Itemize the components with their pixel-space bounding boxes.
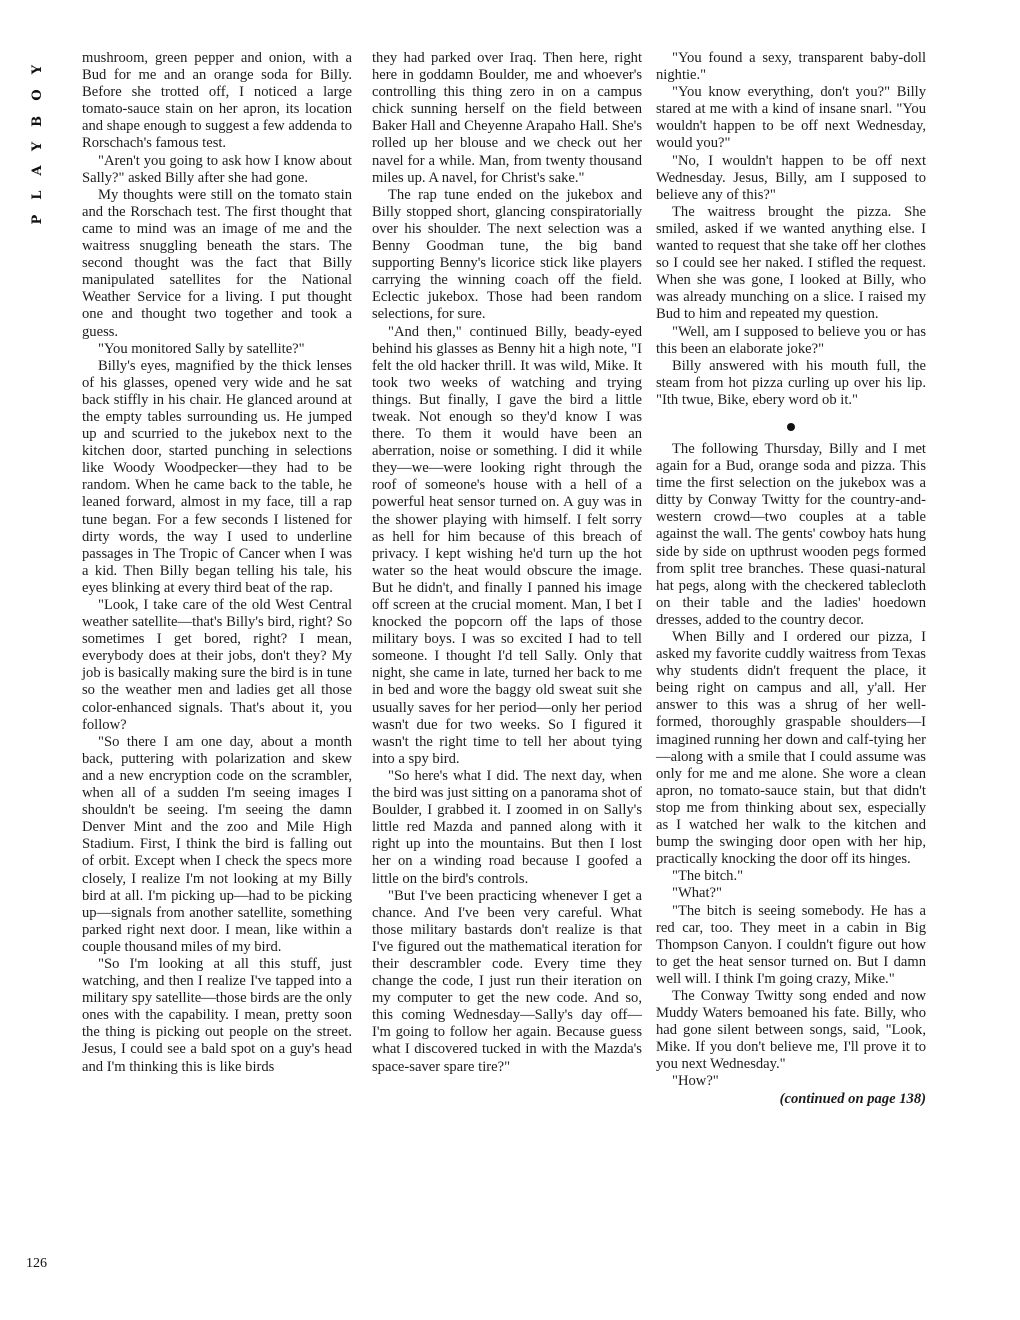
- paragraph: "No, I wouldn't happen to be off next Wednesday. Jesus, Billy, am I supposed to believe any of this?": [656, 152, 926, 203]
- paragraph: "You monitored Sally by satellite?": [98, 340, 305, 357]
- paragraph: "So here's what I did. The next day, when the bird was just sitting on a panorama shot of Boulder, I grabbed it. I zoomed in on Sally's little red Mazda and panned along with it right up into the mountains. But then I lost her on a winding road because I goofed a little on the bird's controls.: [372, 767, 642, 887]
- paragraph: "Look, I take care of the old West Central weather satellite—that's Billy's bird, right? So sometimes I get bored, right? I mean, everybody does at their jobs, don't they? My job is basically making sure the bird is in tune so the weather men and ladies get all those color-enhanced signals. That's about it, you follow?: [82, 597, 352, 733]
- paragraph: My thoughts were still on the tomato stain and the Rorschach test. The first thought that came to mind was an image of me and the waitress snuggling beneath the stars. The second thought was the fact that Billy manipulated satellites for the National Weather Service for a living. I put thought one and thought two together and took a guess.: [82, 186, 352, 340]
- paragraph: they had parked over Iraq. Then here, right here in goddamn Boulder, me and whoever's controlling this thing zero in on a campus chick sunning herself on the field between Baker Hall and Cheyenne Arapaho Hall. She's rolled up her blouse and we check out her navel for a while. Man, from twenty thousand miles up. A navel, for Christ's sake.": [372, 50, 642, 186]
- continued-note: (continued on page 138): [779, 1090, 926, 1107]
- paragraph: "Well, am I supposed to believe you or has this been an elaborate joke?": [656, 323, 926, 357]
- paragraph: "But I've been practicing whenever I get a chance. And I've been very careful. What those military bastards don't realize is that I've figured out the mathematical iteration for their descrambler code. Every time they change the code, I just run their iteration on my computer to get the new code. And so, this coming Wednesday—Sally's day off—I'm going to follow her again. Because guess what I discovered tucked in with the Mazda's space-saver spare tire?": [372, 887, 642, 1075]
- paragraph: "So I'm looking at all this stuff, just watching, and then I realize I've tapped into a military spy satellite—those birds are the only ones with the capability. I mean, pretty soon the thing is picking out people on the street. Jesus, I could see a bald spot on a guy's head and I'm thinking this is like birds: [82, 955, 352, 1075]
- paragraph: Billy answered with his mouth full, the steam from hot pizza curling up over his lip. "Ith twue, Bike, ebery word ob it.": [656, 357, 926, 408]
- column-2: [372, 50, 642, 1076]
- paragraph: "You know everything, don't you?" Billy stared at me with a kind of insane snarl. "You wouldn't happen to be off next Wednesday, would you?": [656, 84, 926, 152]
- column-3-bottom: [656, 441, 926, 1091]
- paragraph: The waitress brought the pizza. She smiled, asked if we wanted anything else. I wanted to request that she take off her clothes so I could see her naked. I stifled the request. When she was gone, I looked at Billy, who was already munching on a slice. I raised my Bud to him and repeated my question.: [656, 203, 926, 323]
- column-1: [82, 50, 352, 1076]
- paragraph: The rap tune ended on the jukebox and Billy stopped short, glancing conspiratorially over his shoulder. The next selection was a Benny Goodman tune, the big band supporting Benny's licorice stick like players carrying the winning coach off the field. Eclectic jukebox. Those had been random selections, for sure.: [372, 186, 642, 323]
- paragraph: When Billy and I ordered our pizza, I asked my favorite cuddly waitress from Texas why students didn't frequent the place, it being right on campus and all, y'all. Her answer to this was a shrug of her well-formed, thoroughly graspable shoulders—I imagined running her down and calf-tying her—along with a smile that I could assume was only for me and me alone. She wore a clean apron, no tomato-sauce stain, but that didn't stop me from thinking about sex, especially as I watched her walk to the kitchen and bump the swinging door open with her hip, practically knocking the door off its hinges.: [656, 629, 926, 868]
- column-3-top: [656, 50, 926, 409]
- paragraph: "How?": [672, 1073, 719, 1090]
- masthead: [30, 50, 56, 225]
- paragraph: "And then," continued Billy, beady-eyed behind his glasses as Benny hit a high note, "I felt the old hacker thrill. It was wild, Mike. It took two weeks of watching and trying things. But finally, I gave the bird a little tweak. Not enough so they'd know I was there. To them it would have been an aberration, noise or something. I did it while they—we—were looking right through the roof of someone's house with a hell of a powerful heat sensor turned on. A guy was in the shower playing with himself. I felt sorry as hell for him because of this breach of privacy. I kept wishing he'd turn up the hot water so the heat would obscure the image. But he didn't, and finally I panned his image off screen at the crucial moment. Man, I bet I knocked the popcorn off the laps of those military boys. I was so excited I had to tell someone. I thought I'd tell Sally. Only that night, she came in late, turned her back to me in bed and wore the baggy old sweat suit she usually saves for her period—only her period wasn't due for two weeks. So I figured it wasn't the right time to tell her about tying into a spy bird.: [372, 323, 642, 767]
- paragraph: The Conway Twitty song ended and now Muddy Waters bemoaned his fate. Billy, who had gone silent between songs, said, "Look, Mike. If you don't believe me, I'll prove it to you next Wednesday.": [656, 987, 926, 1073]
- paragraph: The following Thursday, Billy and I met again for a Bud, orange soda and pizza. This time the first selection on the jukebox was a ditty by Conway Twitty for the country-and-western crowd—two couples at a table against the wall. The gents' cowboy hats hung side by side on upthrust wooden pegs formed from split tree branches. These quasi-natural hat pegs, along with the checkered tablecloth on their table and the ladies' hoedown dresses, added to the country decor.: [656, 440, 926, 628]
- paragraph: "Aren't you going to ask how I know about Sally?" asked Billy after she had gone.: [82, 152, 352, 186]
- paragraph: Billy's eyes, magnified by the thick lenses of his glasses, opened very wide and he sat back stiffly in his chair. He glanced around at the empty tables surrounding us. He jumped up and scurried to the jukebox next to the kitchen door, started punching in selections like Woody Woodpecker—they had to be random. When he came back to the table, he leaned forward, almost in my face, till a rap tune began. For a few seconds I listened for dirty words, the way I used to underline passages in The Tropic of Cancer when I was a kid. Then Billy began telling his tale, his eyes blinking at every third beat of the rap.: [82, 357, 352, 596]
- paragraph: "You found a sexy, transparent baby-doll nightie.": [656, 50, 926, 84]
- paragraph: "So there I am one day, about a month back, puttering with polarization and skew and a new encryption code on the scrambler, when all of a sudden I'm seeing images I shouldn't be seeing. I'm seeing the damn Denver Mint and the zoo and Mile High Stadium. First, I think the bird is falling out of orbit. Except when I check the specs more closely, I realize I'm not looking at my Billy bird at all. I'm picking up—had to be picking up—signals from another satellite, something parked right next door. I mean, like within a couple thousand miles of my bird.: [82, 733, 352, 955]
- page-number: 126: [26, 1256, 47, 1271]
- paragraph: "The bitch is seeing somebody. He has a red car, too. They meet in a cabin in Big Thompson Canyon. I couldn't figure out how to get the heat sensor turned on. But I damn well will. I think I'm going crazy, Mike.": [656, 902, 926, 987]
- column-3: [656, 50, 926, 1108]
- paragraph: mushroom, green pepper and onion, with a Bud for me and an orange soda for Billy. Before she trotted off, I noticed a large tomato-sauce stain on her apron, its location and shape enough to suggest a few addenda to Rorschach's famous test.: [82, 50, 352, 152]
- paragraph: "The bitch.": [672, 868, 744, 885]
- masthead-text: PLAYBOY: [30, 50, 45, 225]
- section-break-dot: [787, 423, 795, 431]
- paragraph: "What?": [672, 885, 722, 902]
